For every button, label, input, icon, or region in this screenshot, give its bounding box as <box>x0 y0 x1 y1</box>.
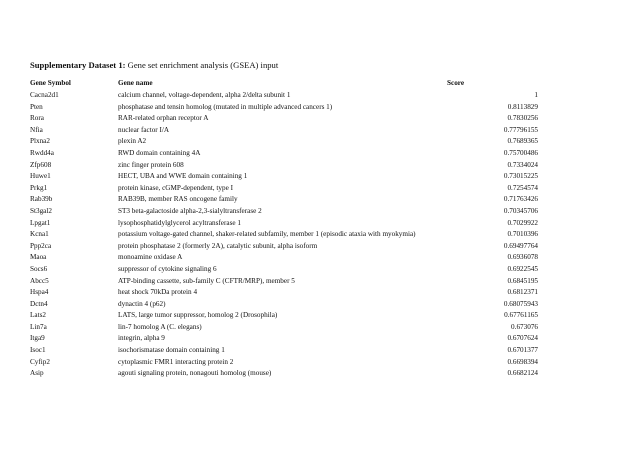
gene-name-cell: ATP-binding cassette, sub-family C (CFTR/MRP), member 5 <box>118 276 295 285</box>
table-row <box>30 229 538 241</box>
score-cell: 1 <box>534 91 538 99</box>
gene-name-cell: RAB39B, member RAS oncogene family <box>118 195 238 204</box>
title-rest: Gene set enrichment analysis (GSEA) input <box>125 60 279 70</box>
gene-name-cell: heat shock 70kDa protein 4 <box>118 288 198 297</box>
gene-symbol-cell: Ppp2ca <box>30 241 52 250</box>
title-bold: Supplementary Dataset 1: <box>30 60 126 70</box>
gene-name-cell: ST3 beta-galactoside alpha-2,3-sialyltransferase 2 <box>118 206 262 215</box>
gene-symbol-cell: Rwdd4a <box>30 148 54 157</box>
gene-symbol-cell: Rab39b <box>30 195 53 204</box>
score-cell: 0.6682124 <box>507 369 538 378</box>
score-cell: 0.68075943 <box>503 299 538 308</box>
gene-name-cell: dynactin 4 (p62) <box>118 299 166 308</box>
score-cell: 0.6701377 <box>507 346 538 355</box>
table-row <box>30 183 538 195</box>
gene-name-cell: nuclear factor I/A <box>118 125 170 134</box>
gene-name-cell: suppressor of cytokine signaling 6 <box>118 264 217 273</box>
score-cell: 0.6845195 <box>507 276 538 285</box>
gene-symbol-cell: Huwe1 <box>30 172 51 181</box>
score-cell: 0.67761165 <box>504 311 538 320</box>
gsea-table <box>30 78 538 380</box>
gene-symbol-cell: Rora <box>30 114 44 123</box>
table-row <box>30 333 538 345</box>
table-row <box>30 160 538 172</box>
score-cell: 0.7010396 <box>507 230 538 239</box>
score-cell: 0.6812371 <box>507 288 538 297</box>
gene-symbol-cell: Abcc5 <box>30 276 49 285</box>
score-cell: 0.75700486 <box>503 148 538 157</box>
gene-name-cell: plexin A2 <box>118 137 147 146</box>
gene-name-cell: protein phosphatase 2 (formerly 2A), catalytic subunit, alpha isoform <box>118 241 318 250</box>
gene-symbol-cell: Cyfip2 <box>30 357 50 366</box>
table-row <box>30 252 538 264</box>
score-cell: 0.71763426 <box>503 195 538 204</box>
gene-name-cell: lin-7 homolog A (C. elegans) <box>118 322 202 331</box>
gene-name-cell: HECT, UBA and WWE domain containing 1 <box>118 172 248 181</box>
gene-symbol-cell: Kcna1 <box>30 230 49 239</box>
gene-symbol-cell: Prkg1 <box>30 183 48 192</box>
gene-name-cell: protein kinase, cGMP-dependent, type I <box>118 183 233 192</box>
table-row <box>30 310 538 322</box>
score-cell: 0.7254574 <box>507 183 538 192</box>
gene-name-cell: isochorismatase domain containing 1 <box>118 346 225 355</box>
table-row <box>30 241 538 253</box>
score-cell: 0.6707624 <box>507 334 538 343</box>
gene-symbol-cell: Lpgat1 <box>30 218 51 227</box>
gene-name-cell: monoamine oxidase A <box>118 253 183 262</box>
gene-symbol-cell: Pten <box>30 102 43 111</box>
gene-name-cell: potassium voltage-gated channel, shaker-related subfamily, member 1 (episodic ataxia with myokymia) <box>118 230 416 239</box>
table-row <box>30 357 538 369</box>
table-row <box>30 113 538 125</box>
header-gene-symbol: Gene Symbol <box>30 79 71 88</box>
gene-symbol-cell: Maoa <box>30 253 47 262</box>
score-cell: 0.69497764 <box>503 241 538 250</box>
table-row <box>30 136 538 148</box>
table-row <box>30 125 538 137</box>
table-row <box>30 287 538 299</box>
gene-name-cell: zinc finger protein 608 <box>118 160 184 169</box>
gene-name-cell: LATS, large tumor suppressor, homolog 2 (Drosophila) <box>118 311 278 320</box>
score-cell: 0.7830256 <box>507 114 538 123</box>
table-row <box>30 90 538 102</box>
score-cell: 0.673076 <box>511 322 538 331</box>
gene-symbol-cell: Hspa4 <box>30 288 49 297</box>
table-body <box>30 90 538 380</box>
gene-symbol-cell: St3gal2 <box>30 206 52 215</box>
table-row <box>30 345 538 357</box>
score-cell: 0.6698394 <box>507 357 538 366</box>
gene-symbol-cell: Nfia <box>30 125 43 134</box>
score-cell: 0.73015225 <box>503 172 538 181</box>
gene-name-cell: integrin, alpha 9 <box>118 334 165 343</box>
gene-name-cell: phosphatase and tensin homolog (mutated in multiple advanced cancers 1) <box>118 102 333 111</box>
gene-name-cell: calcium channel, voltage-dependent, alpha 2/delta subunit 1 <box>118 91 291 99</box>
gene-symbol-cell: Socs6 <box>30 264 48 273</box>
table-row <box>30 218 538 230</box>
gene-symbol-cell: Dctn4 <box>30 299 48 308</box>
gene-symbol-cell: Itga9 <box>30 334 45 343</box>
gene-name-cell: cytoplasmic FMR1 interacting protein 2 <box>118 357 234 366</box>
header-gene-name: Gene name <box>118 79 153 88</box>
document-title <box>30 60 278 70</box>
header-score: Score <box>447 79 465 88</box>
gene-name-cell: RAR-related orphan receptor A <box>118 114 209 123</box>
table-header-row <box>30 78 538 90</box>
score-cell: 0.6922545 <box>507 264 538 273</box>
table-row <box>30 171 538 183</box>
gene-name-cell: agouti signaling protein, nonagouti homolog (mouse) <box>118 369 272 378</box>
gene-symbol-cell: Cacna2d1 <box>30 91 59 99</box>
table-row <box>30 206 538 218</box>
table-row <box>30 276 538 288</box>
score-cell: 0.6936078 <box>507 253 538 262</box>
table-row <box>30 322 538 334</box>
gene-name-cell: RWD domain containing 4A <box>118 148 201 157</box>
gene-symbol-cell: Lin7a <box>30 322 47 331</box>
table-row <box>30 194 538 206</box>
score-cell: 0.7334024 <box>507 160 538 169</box>
table-row <box>30 264 538 276</box>
score-cell: 0.7029922 <box>507 218 538 227</box>
gene-symbol-cell: Lats2 <box>30 311 46 320</box>
gene-symbol-cell: Zfp608 <box>30 160 52 169</box>
score-cell: 0.8113829 <box>507 102 538 111</box>
table-row <box>30 299 538 311</box>
gene-name-cell: lysophosphatidylglycerol acyltransferase 1 <box>118 218 241 227</box>
gene-symbol-cell: Asip <box>30 369 44 378</box>
score-cell: 0.70345706 <box>503 206 538 215</box>
score-cell: 0.77796155 <box>503 125 538 134</box>
table-row <box>30 368 538 380</box>
gene-symbol-cell: Isoc1 <box>30 346 46 355</box>
gene-symbol-cell: Plxna2 <box>30 137 50 146</box>
score-cell: 0.7689365 <box>507 137 538 146</box>
table-row <box>30 102 538 114</box>
table-row <box>30 148 538 160</box>
